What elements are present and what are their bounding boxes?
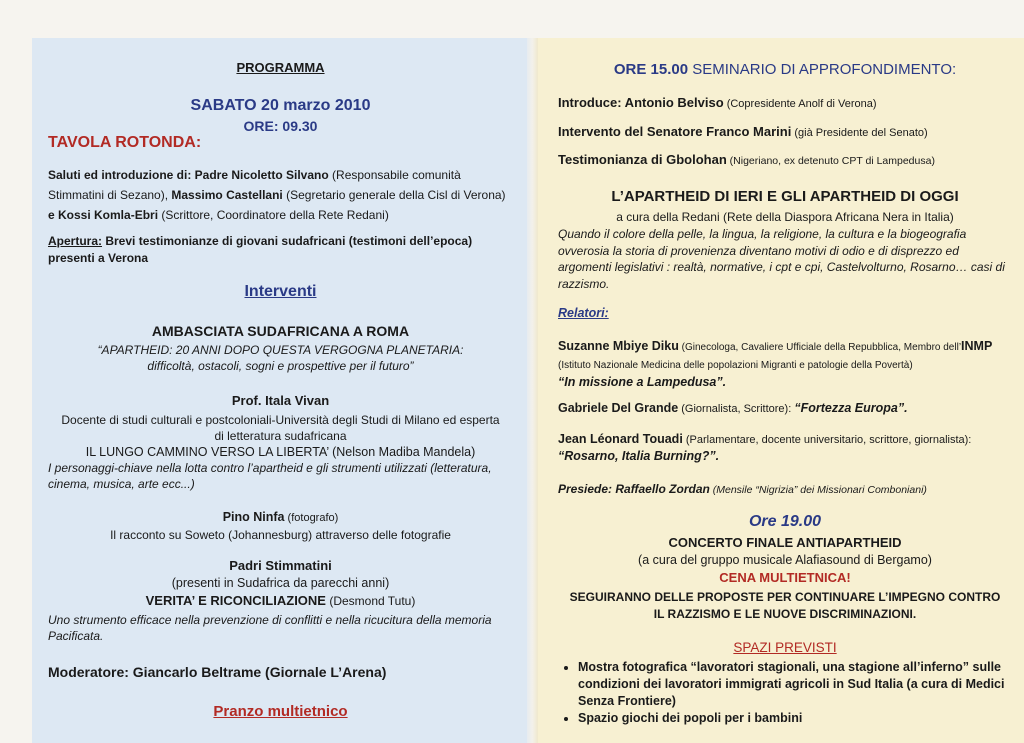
touadi-desc: (Parlamentare, docente universitario, scrittore, giornalista): xyxy=(682,434,972,446)
saluti-name3: e Kossi Komla-Ebri xyxy=(48,208,159,222)
tavola-rotonda-heading: TAVOLA ROTONDA: xyxy=(48,134,202,151)
saluti-desc2: (Segretario generale della Cisl di Verona) xyxy=(282,188,506,202)
spazi-heading: SPAZI PREVISTI xyxy=(733,640,837,655)
vivan-name: Prof. Itala Vivan xyxy=(231,393,330,408)
grande-desc: (Giornalista, Scrittore): xyxy=(678,403,795,415)
seminario-time: ORE 15.00 xyxy=(613,61,689,78)
spazi-item-mostra: • Mostra fotografica “lavoratori stagionali, una stagione all’inferno” sulle condizioni dei lavoratori immigrati agricoli in Sud Italia (a cura di Medici Senza Frontiere) xyxy=(578,659,1012,710)
apartheid-title: L’APARTHEID DI IERI E GLI APARTHEID DI OGGI xyxy=(611,188,959,205)
touadi-name: Jean Léonard Touadi xyxy=(558,432,683,446)
diku-name: Suzanne Mbiye Diku xyxy=(558,339,679,353)
verita-author: (Desmond Tutu) xyxy=(325,594,416,608)
relatori-heading: Relatori: xyxy=(558,306,609,320)
verita-line xyxy=(48,593,513,608)
diku-desc1: (Ginecologa, Cavaliere Ufficiale della Repubblica, Membro dell’ xyxy=(678,342,962,353)
programma-heading: PROGRAMMA xyxy=(236,60,325,75)
page-fold xyxy=(527,38,538,743)
concerto-cura: (a cura del gruppo musicale Alafiasound di Bergamo) xyxy=(638,553,932,567)
touadi-talk: “Rosarno, Italia Burning?”. xyxy=(558,449,720,463)
introduce-label: Introduce: Antonio Belviso xyxy=(558,95,724,110)
event-time: ORE: 09.30 xyxy=(243,118,318,134)
presiede-line xyxy=(558,482,1012,496)
ninfa-name: Pino Ninfa xyxy=(222,510,285,524)
presiede-desc: (Mensile “Nigrizia” dei Missionari Comboniani) xyxy=(709,484,927,496)
interventi-heading: Interventi xyxy=(244,283,317,300)
grande-talk: “Fortezza Europa”. xyxy=(794,401,908,415)
event-date: SABATO 20 marzo 2010 xyxy=(190,97,371,114)
saluti-lead: Saluti ed introduzione di: Padre Nicoletto Silvano xyxy=(48,168,329,182)
testimonianza-line xyxy=(558,152,1012,167)
intervento-line xyxy=(558,124,1012,139)
spazi-list xyxy=(558,659,1012,727)
moderatore-line: Moderatore: Giancarlo Beltrame (Giornale L’Arena) xyxy=(48,664,387,680)
vivan-talk-title: IL LUNGO CAMMINO VERSO LA LIBERTA’ (Nelson Madiba Mandela) xyxy=(85,445,476,459)
saluti-paragraph xyxy=(48,165,513,225)
seminario-title: SEMINARIO DI APPROFONDIMENTO: xyxy=(688,61,957,78)
apertura-label: Apertura: xyxy=(48,234,103,248)
testimonianza-desc: (Nigeriano, ex detenuto CPT di Lampedusa) xyxy=(726,155,935,167)
seminario-heading xyxy=(558,61,1012,78)
diku-talk: “In missione a Lampedusa”. xyxy=(558,375,727,389)
ore19-heading: Ore 19.00 xyxy=(748,513,822,530)
spazi-item-giochi: • Spazio giochi dei popoli per i bambini xyxy=(578,710,1012,727)
right-panel xyxy=(538,38,1024,743)
introduce-line xyxy=(558,95,1012,110)
vivan-description: Docente di studi culturali e postcoloniali-Università degli Studi di Milano ed esperta di letteratura sudafricana xyxy=(61,413,500,443)
saluti-desc1: (Responsabile comunità Stimmatini di Sezano), xyxy=(48,168,461,202)
pranzo-heading: Pranzo multietnico xyxy=(213,703,348,720)
apertura-paragraph xyxy=(48,233,513,267)
apartheid-cura: a cura della Redani (Rete della Diaspora Africana Nera in Italia) xyxy=(616,210,954,224)
ninfa-role: (fotografo) xyxy=(284,512,339,524)
grande-entry xyxy=(558,400,1012,417)
touadi-entry xyxy=(558,431,1012,464)
saluti-desc3: (Scrittore, Coordinatore della Rete Redani) xyxy=(158,208,389,222)
seguiranno-text: SEGUIRANNO DELLE PROPOSTE PER CONTINUARE L’IMPEGNO CONTRO IL RAZZISMO E LE NUOVE DISCRIMINAZIONI. xyxy=(569,590,1001,621)
testimonianza-label: Testimonianza di Gbolohan xyxy=(558,152,727,167)
padri-name: Padri Stimmatini xyxy=(229,558,332,573)
left-panel xyxy=(32,38,527,743)
diku-desc2: (Istituto Nazionale Medicina delle popolazioni Migranti e patologie della Povertà) xyxy=(558,360,913,371)
grande-name: Gabriele Del Grande xyxy=(558,401,679,415)
diku-inmp: INMP xyxy=(961,339,993,353)
apartheid-text: Quando il colore della pelle, la lingua, la religione, la cultura e la biogeografia ovverosia la storia di provenienza diventano motivi di odio e di disprezzo ed argomenti legislativi : realtà, normative, i cpt e cpi, Castelvolturno, Rosarno… casi di razzismo. xyxy=(558,227,1005,291)
presiede-label: Presiede: Raffaello Zordan xyxy=(558,482,710,496)
saluti-name2: Massimo Castellani xyxy=(171,188,283,202)
ninfa-line xyxy=(48,510,513,524)
verita-title: VERITA’ E RICONCILIAZIONE xyxy=(145,593,326,608)
intervento-desc: (già Presidente del Senato) xyxy=(791,127,928,139)
vivan-note: I personaggi-chiave nella lotta contro l’apartheid e gli strumenti utilizzati (letteratura, cinema, musica, arte ecc...) xyxy=(48,461,492,491)
concerto-title: CONCERTO FINALE ANTIAPARTHEID xyxy=(668,535,902,550)
ninfa-description: Il racconto su Soweto (Johannesburg) attraverso delle fotografie xyxy=(110,528,451,542)
verita-note: Uno strumento efficace nella prevenzione di conflitti e nella ricucitura della memoria Pacificata. xyxy=(48,613,492,643)
introduce-desc: (Copresidente Anolf di Verona) xyxy=(723,98,877,110)
diku-entry xyxy=(558,338,1012,390)
ambasciata-subtitle: “APARTHEID: 20 ANNI DOPO QUESTA VERGOGNA PLANETARIA: difficoltà, ostacoli, sogni e prospettive per il futuro” xyxy=(97,343,464,373)
ambasciata-title: AMBASCIATA SUDAFRICANA A ROMA xyxy=(151,323,410,339)
padri-description: (presenti in Sudafrica da parecchi anni) xyxy=(171,576,390,590)
intervento-label: Intervento del Senatore Franco Marini xyxy=(558,124,792,139)
apertura-text: Brevi testimonianze di giovani sudafricani (testimoni dell’epoca) presenti a Verona xyxy=(48,234,473,265)
cena-heading: CENA MULTIETNICA! xyxy=(719,570,851,585)
